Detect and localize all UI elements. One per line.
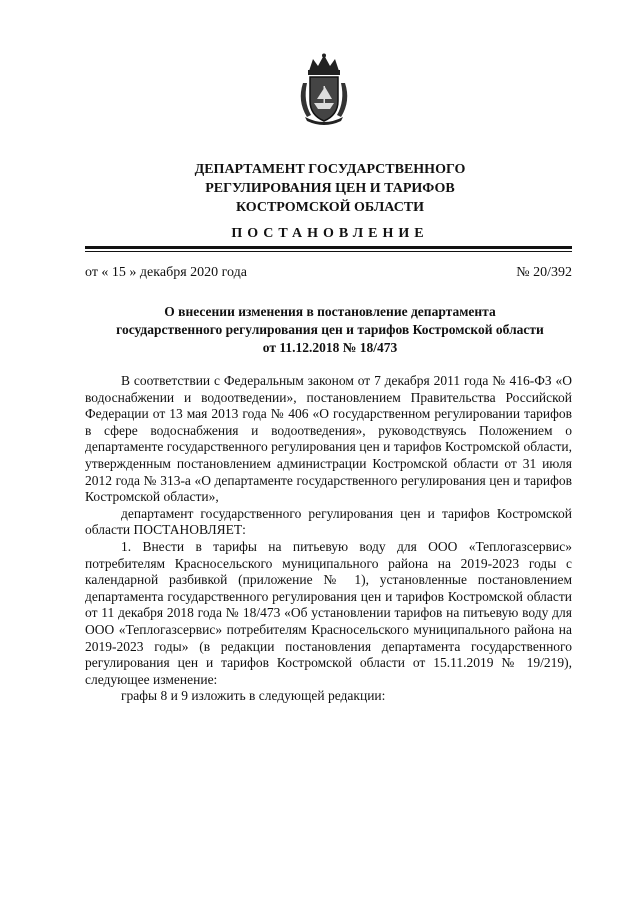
subject-line-1: О внесении изменения в постановление департамента [164, 304, 496, 319]
body-paragraph-item-1: 1. Внести в тарифы на питьевую воду для ООО «Теплогазсервис» потребителям Красносельского муниципального района на 2019-2023 годы с календарной разбивкой (приложение № 1), установленные постановлением департамента государственного регулирования цен и тарифов Костромской области от 11 декабря 2018 года № 18/473 «Об установлении тарифов на питьевую воду для ООО «Теплогазсервис» потребителям Красносельского муниципального района на 2019-2023 годы» (в редакции постановления департамента государственного регулирования цен и тарифов Костромской области от 15.11.2019 № 19/219), следующее изменение: [85, 538, 572, 687]
header-divider-thin [85, 251, 572, 252]
decree-subject [70, 303, 590, 357]
subject-line-3: от 11.12.2018 № 18/473 [262, 340, 398, 355]
subject-line-2: государственного регулирования цен и тарифов Костромской области [116, 322, 544, 337]
header-divider-thick [85, 246, 572, 249]
decree-number: № 20/392 [516, 265, 572, 280]
department-name [60, 160, 600, 217]
department-line-1: ДЕПАРТАМЕНТ ГОСУДАРСТВЕННОГО [194, 162, 466, 177]
body-paragraph-preamble: В соответствии с Федеральным законом от 7 декабря 2011 года № 416-ФЗ «О водоснабжении и водоотведении», постановлением Правительства Российской Федерации от 13 мая 2013 года № 406 «О государственном регулировании тарифов в сфере водоснабжения и водоотведения», руководствуясь Положением о департаменте государственного регулирования цен и тарифов Костромской области, утвержденным постановлением администрации Костромской области от 31 июля 2012 года № 313-а «О департаменте государственного регулирования цен и тарифов Костромской области», [85, 373, 572, 505]
date-number-line [85, 265, 572, 281]
document-type-heading: ПОСТАНОВЛЕНИЕ [231, 226, 429, 241]
body-paragraph-columns: графы 8 и 9 изложить в следующей редакции: [121, 688, 386, 704]
document-body [85, 373, 572, 705]
decree-date: от « 15 » декабря 2020 года [85, 265, 247, 280]
body-paragraph-resolves: департамент государственного регулирования цен и тарифов Костромской области ПОСТАНОВЛЯЕТ: [85, 505, 572, 538]
department-line-2: РЕГУЛИРОВАНИЯ ЦЕН И ТАРИФОВ [205, 181, 455, 196]
coat-of-arms-icon [295, 53, 353, 125]
department-line-3: КОСТРОМСКОЙ ОБЛАСТИ [235, 200, 425, 215]
